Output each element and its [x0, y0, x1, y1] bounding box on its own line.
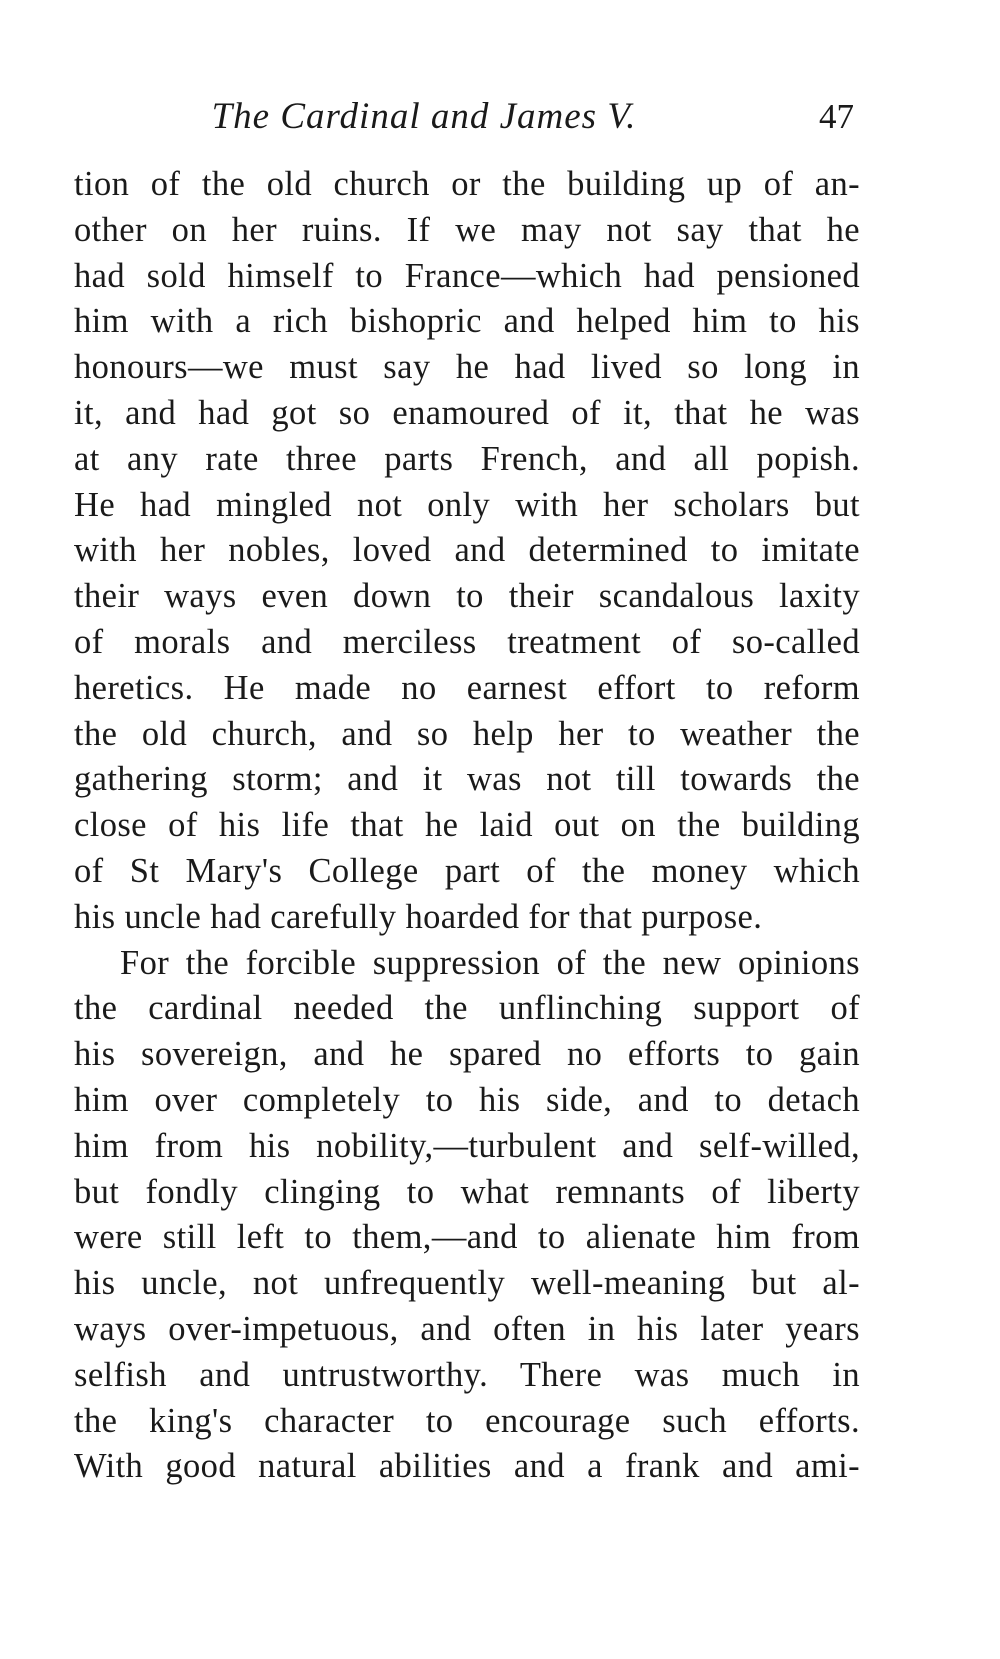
- text-line: tion of the old church or the building up of an-: [74, 165, 860, 203]
- text-line: had sold himself to France—which had pensioned: [74, 256, 860, 295]
- text-line: his uncle, not unfrequently well-meaning but al-: [74, 1264, 860, 1303]
- text-line: were still left to them,—and to alienate him from: [74, 1218, 860, 1257]
- text-line: the old church, and so help her to weather the: [74, 714, 860, 753]
- text-line: of morals and merciless treatment of so-called: [74, 622, 860, 661]
- text-line: gathering storm; and it was not till towards the: [74, 760, 860, 799]
- text-line: heretics. He made no earnest effort to reform: [74, 668, 860, 707]
- text-line: his sovereign, and he spared no efforts to gain: [74, 1035, 860, 1074]
- text-line: He had mingled not only with her scholars but: [74, 485, 860, 524]
- text-line: selfish and untrustworthy. There was much in: [74, 1355, 860, 1394]
- text-line: the cardinal needed the unflinching support of: [74, 989, 860, 1028]
- text-line: but fondly clinging to what remnants of liberty: [74, 1172, 860, 1211]
- text-line: his uncle had carefully hoarded for that purpose.: [74, 897, 763, 936]
- running-title: The Cardinal and James V.: [211, 96, 637, 137]
- text-line: honours—we must say he had lived so long in: [74, 348, 860, 387]
- running-head: [74, 92, 860, 142]
- text-line: the king's character to encourage such efforts.: [74, 1401, 860, 1440]
- body-text: [74, 162, 860, 1490]
- text-line: of St Mary's College part of the money which: [74, 851, 860, 890]
- text-line: it, and had got so enamoured of it, that he was: [74, 393, 860, 432]
- text-line: ways over-impetuous, and often in his later years: [74, 1309, 860, 1348]
- text-line: him with a rich bishopric and helped him to his: [74, 302, 860, 341]
- page-number: 47: [819, 97, 854, 136]
- paragraph-start-line: For the forcible suppression of the new opinions: [120, 943, 860, 982]
- text-line: With good natural abilities and a frank and ami-: [74, 1447, 860, 1486]
- text-line: close of his life that he laid out on the building: [74, 806, 860, 845]
- text-line: their ways even down to their scandalous laxity: [74, 577, 860, 616]
- text-line: with her nobles, loved and determined to imitate: [74, 531, 860, 570]
- text-line: at any rate three parts French, and all popish.: [74, 439, 860, 478]
- text-line: other on her ruins. If we may not say that he: [74, 210, 860, 249]
- text-line: him from his nobility,—turbulent and self-willed,: [74, 1126, 860, 1165]
- text-line: him over completely to his side, and to detach: [74, 1080, 860, 1119]
